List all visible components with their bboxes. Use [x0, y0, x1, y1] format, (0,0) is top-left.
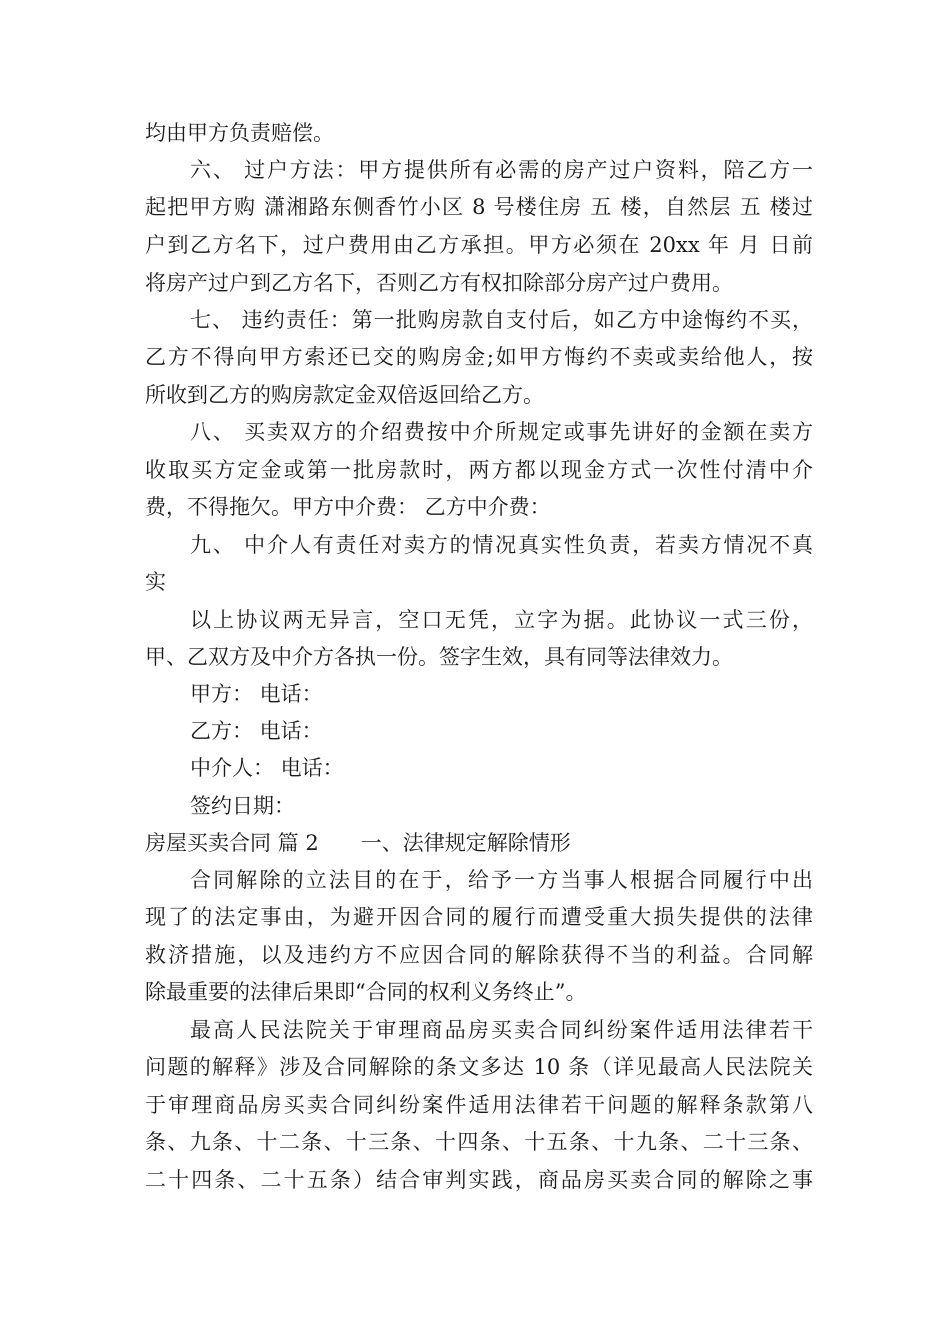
text-line: 收取买方定金或第一批房款时，两方都以现金方式一次性付清中介	[145, 458, 813, 482]
text-line: 二十四条、二十五条）结合审判实践，商品房买卖合同的解除之事	[145, 1168, 813, 1192]
signature-party-a: 甲方： 电话：	[190, 682, 323, 706]
text-line: 合同解除的立法目的在于，给予一方当事人根据合同履行中出	[190, 868, 813, 892]
text-line: 费，不得拖欠。甲方中介费： 乙方中介费：	[145, 495, 551, 519]
text-line: 乙方不得向甲方索还已交的购房金;如甲方悔约不卖或卖给他人，按	[145, 345, 813, 369]
signature-intermediary: 中介人： 电话：	[190, 756, 344, 780]
text-line: 将房产过户到乙方名下，否则乙方有权扣除部分房产过户费用。	[145, 271, 733, 295]
text-line: 所收到乙方的购房款定金双倍返回给乙方。	[145, 383, 544, 407]
text-line: 问题的解释》涉及合同解除的条文多达 10 条（详见最高人民法院关	[145, 1055, 813, 1079]
text-line: 最高人民法院关于审理商品房买卖合同纠纷案件适用法律若干	[190, 1018, 813, 1042]
text-line: 以上协议两无异言，空口无凭，立字为据。此协议一式三份，	[190, 608, 813, 632]
section-heading: 房屋买卖合同 篇 2 一、法律规定解除情形	[145, 831, 571, 855]
text-line: 九、 中介人有责任对卖方的情况真实性负责，若卖方情况不真	[190, 533, 813, 557]
text-line: 户到乙方名下，过户费用由乙方承担。甲方必须在 20xx 年 月 日前	[145, 233, 813, 257]
text-line: 于审理商品房买卖合同纠纷案件适用法律若干问题的解释条款第八	[145, 1093, 813, 1117]
text-line: 救济措施，以及违约方不应因合同的解除获得不当的利益。合同解	[145, 943, 813, 967]
text-line: 均由甲方负责赔偿。	[145, 121, 334, 145]
text-line: 现了的法定事由，为避开因合同的履行而遭受重大损失提供的法律	[145, 905, 813, 929]
signature-party-b: 乙方： 电话：	[190, 719, 323, 743]
text-line: 七、 违约责任：第一批购房款自支付后，如乙方中途悔约不买，	[190, 308, 813, 332]
signing-date: 签约日期：	[190, 794, 295, 818]
text-line: 八、 买卖双方的介绍费按中介所规定或事先讲好的金额在卖方	[190, 420, 813, 444]
text-line: 甲、乙双方及中介方各执一份。签字生效，具有同等法律效力。	[145, 645, 733, 669]
text-line: 六、 过户方法：甲方提供所有必需的房产过户资料，陪乙方一	[190, 158, 813, 182]
text-line: 条、九条、十二条、十三条、十四条、十五条、十九条、二十三条、	[145, 1130, 813, 1154]
text-line: 起把甲方购 潇湘路东侧香竹小区 8 号楼住房 五 楼，自然层 五 楼过	[145, 195, 813, 219]
text-line: 实	[145, 570, 166, 594]
text-line: 除最重要的法律后果即“合同的权利义务终止”。	[145, 980, 587, 1004]
